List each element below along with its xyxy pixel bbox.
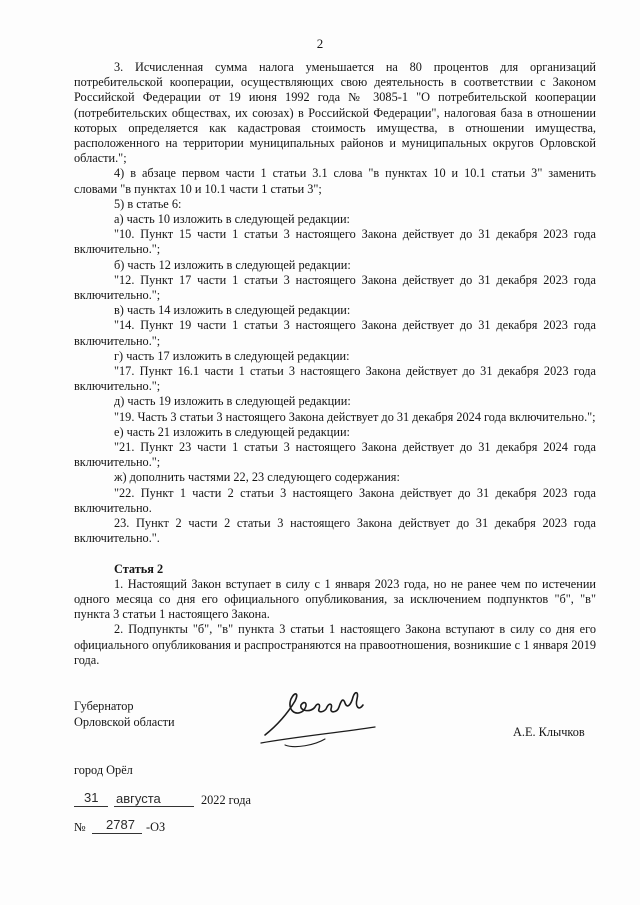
signatory-title-line: Губернатор — [74, 699, 134, 713]
signatory-title-line: Орловской области — [74, 715, 175, 729]
article-paragraph: 2. Подпункты "б", "в" пункта 3 статьи 1 настоящего Закона вступают в силу со дня его официального опубликования и распространяются на правоотношения, возникшие с 1 января 2019 года. — [74, 622, 596, 667]
city-line: город Орёл — [74, 763, 133, 777]
body-paragraph: б) часть 12 изложить в следующей редакции: — [114, 257, 351, 272]
article-paragraph: 1. Настоящий Закон вступает в силу с 1 января 2023 года, но не ранее чем по истечении одного месяца со дня его официального опубликования, за исключением подпунктов "б", "в" пункта 3 статьи 1 настоящего Закона. — [74, 576, 596, 622]
body-paragraph: 5) в статье 6: — [114, 196, 182, 211]
date-line — [74, 790, 334, 814]
law-number: 2787 — [106, 817, 135, 832]
body-paragraph: "19. Часть 3 статьи 3 настоящего Закона действует до 31 декабря 2024 года включительно."; — [114, 409, 596, 424]
body-paragraph: "12. Пункт 17 части 1 статьи 3 настоящего Закона действует до 31 декабря 2023 года включительно."; — [74, 272, 596, 303]
date-day: 31 — [84, 790, 99, 805]
body-paragraph: "22. Пункт 1 части 2 статьи 3 настоящего Закона действует до 31 декабря 2023 года включительно. — [74, 485, 596, 515]
number-sign: № — [74, 820, 86, 834]
handwritten-signature — [255, 683, 385, 753]
paragraph-list — [74, 60, 596, 547]
body-paragraph: г) часть 17 изложить в следующей редакции: — [114, 348, 350, 363]
date-month: августа — [116, 791, 161, 806]
signatory-name: А.Е. Клычков — [513, 725, 585, 739]
body-paragraph: е) часть 21 изложить в следующей редакции: — [114, 424, 350, 439]
signatory-title — [74, 698, 175, 730]
article-heading: Статья 2 — [114, 561, 164, 576]
body-paragraph: 4) в абзаце первом части 1 статьи 3.1 слова "в пунктах 10 и 10.1 статьи 3" заменить словами "в пунктах 10 и 10.1 части 1 статьи 3"; — [74, 166, 596, 196]
document-body — [74, 60, 596, 668]
body-paragraph: д) часть 19 изложить в следующей редакции: — [114, 394, 351, 409]
body-paragraph: "10. Пункт 15 части 1 статьи 3 настоящего Закона действует до 31 декабря 2023 года включительно."; — [74, 227, 596, 257]
page-number: 2 — [316, 36, 324, 51]
body-paragraph: 23. Пункт 2 части 2 статьи 3 настоящего Закона действует до 31 декабря 2023 года включительно.". — [74, 516, 596, 546]
body-paragraph: в) часть 14 изложить в следующей редакции: — [114, 303, 351, 318]
law-number-suffix: -ОЗ — [146, 820, 166, 834]
date-year: 2022 года — [201, 793, 251, 807]
body-paragraph: 3. Исчисленная сумма налога уменьшается на 80 процентов для организаций потребительской кооперации, осуществляющих свою деятельность в соответствии с Законом Российской Федерации от 19 июня 1992 года № 3085-1 "О потребительской кооперации (потребительских обществах, их союзах) в Российской Федерации", налоговая база в отношении которых определяется как кадастровая стоимость имущества, в отношении имущества, расположенного на территории муниципальных районов и муниципальных округов Орловской области."; — [74, 60, 596, 166]
body-paragraph: "14. Пункт 19 части 1 статьи 3 настоящего Закона действует до 31 декабря 2023 года включительно."; — [74, 318, 596, 348]
body-paragraph: а) часть 10 изложить в следующей редакции: — [114, 212, 350, 227]
law-number-line — [74, 817, 274, 841]
body-paragraph: "17. Пункт 16.1 части 1 статьи 3 настоящего Закона действует до 31 декабря 2023 года включительно."; — [74, 364, 596, 394]
body-paragraph: ж) дополнить частями 22, 23 следующего содержания: — [114, 470, 400, 485]
body-paragraph: "21. Пункт 23 части 1 статьи 3 настоящего Закона действует до 31 декабря 2024 года включительно."; — [74, 440, 596, 470]
